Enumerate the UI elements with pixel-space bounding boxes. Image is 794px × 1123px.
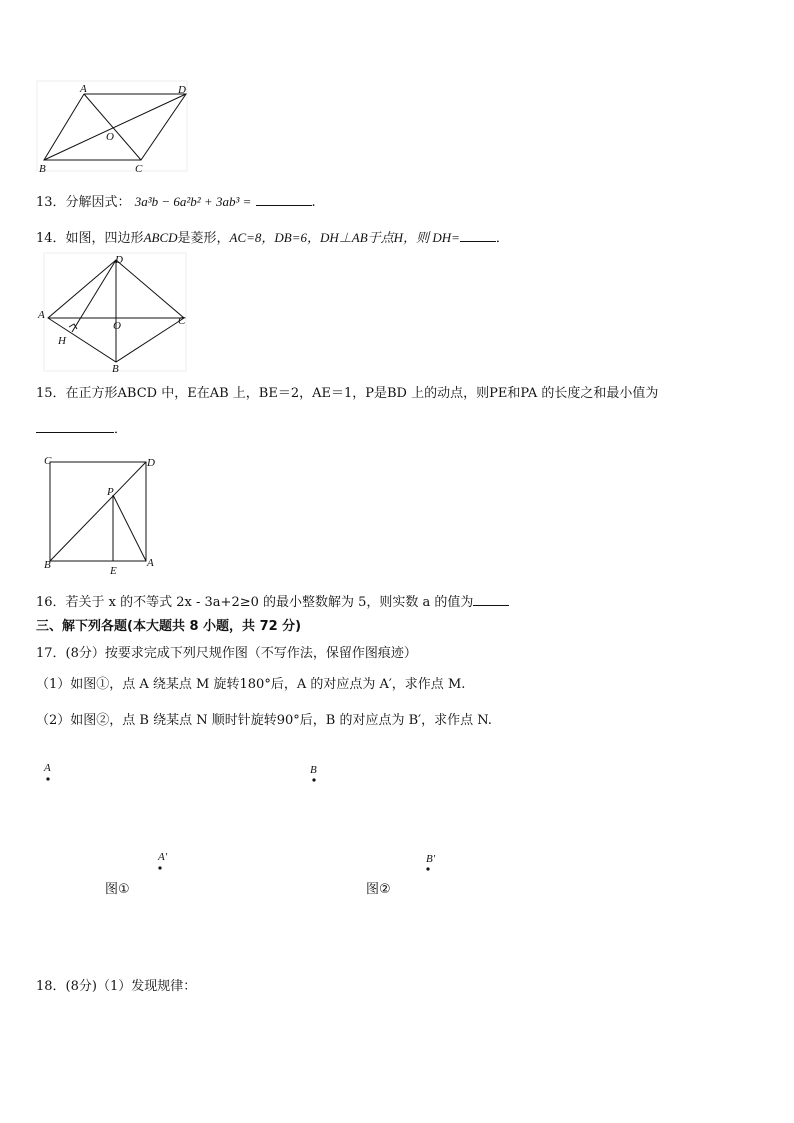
label-a: A bbox=[80, 83, 87, 95]
label-o: O bbox=[106, 131, 114, 143]
question-17-part2: （2）如图②，点 B 绕某点 N 顺时针旋转90°后，B 的对应点为 B′，求作点 N. bbox=[36, 713, 492, 728]
q15-end: ． bbox=[114, 422, 128, 437]
label-b: B bbox=[44, 559, 51, 571]
q16-number: 16． bbox=[36, 595, 66, 610]
label-d: D bbox=[178, 84, 186, 96]
question-17-head: 17．(8分）按要求完成下列尺规作图（不写作法，保留作图痕迹） bbox=[36, 646, 417, 661]
label-e: E bbox=[110, 565, 117, 577]
label-c: C bbox=[135, 163, 143, 175]
figure-2-caption: 图② bbox=[366, 882, 391, 897]
point-b-prime bbox=[426, 867, 429, 870]
point-a-prime bbox=[158, 866, 161, 869]
q13-answer-blank[interactable] bbox=[256, 193, 312, 206]
q14-abcd: ABCD bbox=[143, 230, 178, 245]
label-h: H bbox=[58, 335, 66, 347]
diagonal-ac bbox=[84, 94, 141, 160]
label-a-prime: A′ bbox=[158, 851, 168, 863]
question-16 bbox=[36, 593, 509, 612]
label-d: D bbox=[147, 457, 155, 469]
figure-1-caption: 图① bbox=[105, 882, 130, 897]
q15-answer-blank[interactable] bbox=[36, 420, 114, 433]
label-b: B bbox=[310, 764, 317, 776]
square-figure bbox=[36, 452, 166, 578]
label-c: C bbox=[44, 455, 52, 467]
label-p: P bbox=[107, 486, 114, 498]
q14-answer-blank[interactable] bbox=[460, 229, 496, 242]
q13-end: . bbox=[311, 195, 316, 210]
diagonal-bd bbox=[50, 462, 146, 561]
q14-number: 14． bbox=[36, 231, 66, 246]
q16-answer-blank[interactable] bbox=[473, 593, 509, 606]
parallelogram-figure bbox=[36, 80, 192, 176]
label-b: B bbox=[112, 363, 119, 374]
question-17-part1: （1）如图①，点 A 绕某点 M 旋转180°后，A 的对应点为 A′，求作点 M. bbox=[36, 677, 466, 692]
question-14 bbox=[36, 229, 509, 248]
label-a: A bbox=[38, 309, 45, 321]
label-c: C bbox=[178, 315, 186, 327]
q13-text: 分解因式： bbox=[65, 195, 131, 210]
question-15-answer-line bbox=[36, 420, 127, 439]
q13-expression: 3a³b − 6a²b² + 3ab³ = bbox=[134, 194, 252, 209]
q13-number: 13． bbox=[36, 195, 66, 210]
q15-text: 15．在正方形ABCD 中，E在AB 上，BE＝2，AE＝1，P是BD 上的动点，则PE和PA 的长度之和最小值为 bbox=[36, 386, 659, 401]
diagonal-bd bbox=[44, 94, 186, 160]
section-3-title: 三、解下列各题(本大题共 8 小题，共 72 分) bbox=[36, 619, 302, 634]
q16-text: 若关于 x 的不等式 2x - 3a+2≥0 的最小整数解为 5，则实数 a 的值为 bbox=[65, 595, 474, 610]
label-o: O bbox=[113, 320, 121, 332]
point-a bbox=[46, 777, 49, 780]
q14-text: 如图，四边形 bbox=[65, 231, 144, 246]
segment-pa bbox=[113, 495, 146, 561]
q14-end: ． bbox=[495, 231, 509, 246]
label-a: A bbox=[44, 762, 51, 774]
question-13 bbox=[36, 193, 316, 212]
rhombus-figure bbox=[36, 252, 192, 374]
q17-points-figure bbox=[36, 758, 476, 898]
question-18-head: 18．(8分)（1）发现规律： bbox=[36, 979, 197, 994]
segment-dh bbox=[72, 260, 116, 332]
label-d: D bbox=[115, 254, 123, 266]
point-b bbox=[312, 778, 315, 781]
q14-condition: AC=8，DB=6，DH⊥AB于点H，则 DH= bbox=[229, 230, 460, 245]
label-a: A bbox=[147, 557, 154, 569]
q14-text2: 是菱形， bbox=[177, 231, 230, 246]
question-15 bbox=[36, 385, 658, 403]
label-b-prime: B′ bbox=[426, 853, 436, 865]
right-angle-mark bbox=[69, 324, 77, 329]
label-b: B bbox=[39, 163, 46, 175]
